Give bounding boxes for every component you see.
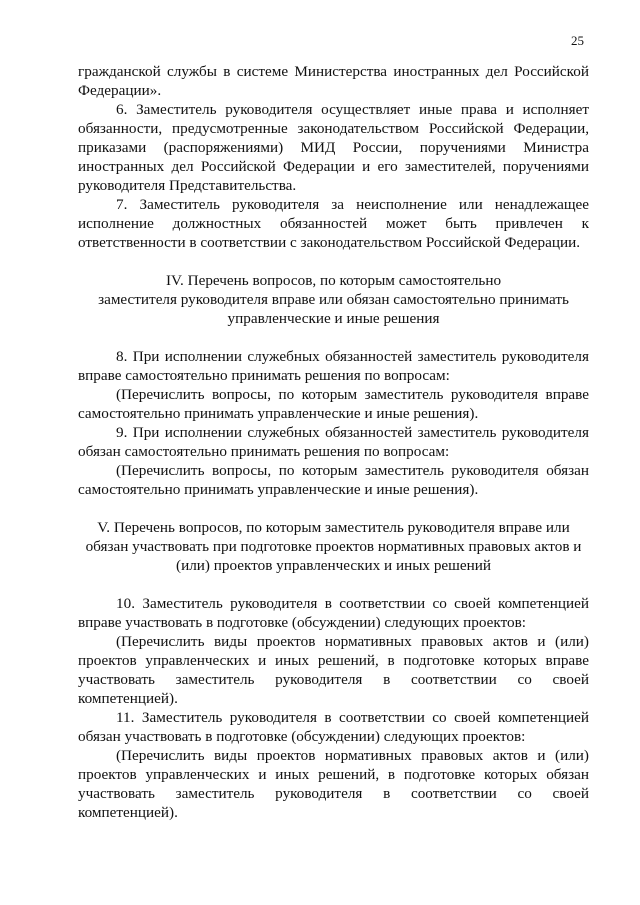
paragraph-8: 8. При исполнении служебных обязанностей заместитель руководителя вправе самостоятельно принимать решения по вопросам:	[78, 348, 589, 384]
paragraph-10: 10. Заместитель руководителя в соответствии со своей компетенцией вправе участвовать в подготовке (обсуждении) следующих проектов:	[78, 595, 589, 631]
section-iv-heading	[78, 271, 589, 328]
paragraph-11-note: (Перечислить виды проектов нормативных правовых актов и (или) проектов управленческих и иных решений, в подготовке которых обязан участвовать заместитель руководителя в соответствии со своей компетенцией).	[78, 747, 589, 821]
paragraph-9: 9. При исполнении служебных обязанностей заместитель руководителя обязан самостоятельно принимать решения по вопросам:	[78, 424, 589, 460]
paragraph-10-note: (Перечислить виды проектов нормативных правовых актов и (или) проектов управленческих и иных решений, в подготовке которых вправе участвовать заместитель руководителя в соответствии со своей компетенцией).	[78, 633, 589, 707]
paragraph-11: 11. Заместитель руководителя в соответствии со своей компетенцией обязан участвовать в подготовке (обсуждении) следующих проектов:	[78, 709, 589, 745]
section-heading-line: V. Перечень вопросов, по которым заместитель руководителя вправе или	[97, 519, 570, 536]
paragraph-6: 6. Заместитель руководителя осуществляет иные права и исполняет обязанности, предусмотренные законодательством Российской Федерации, приказами (распоряжениями) МИД России, поручениями Министра иностранных дел Российской Федерации и его заместителей, поручениями руководителя Представительства.	[78, 101, 589, 194]
section-heading-line: (или) проектов управленческих и иных решений	[176, 557, 491, 574]
section-heading-line: обязан участвовать при подготовке проектов нормативных правовых актов и	[85, 538, 582, 555]
paragraph-8-note: (Перечислить вопросы, по которым заместитель руководителя вправе самостоятельно принимать управленческие и иные решения).	[78, 386, 589, 422]
paragraph-9-note: (Перечислить вопросы, по которым заместитель руководителя обязан самостоятельно принимать управленческие и иные решения).	[78, 462, 589, 498]
section-heading-line: IV. Перечень вопросов, по которым самостоятельно	[165, 272, 502, 289]
page-number: 25	[571, 33, 584, 48]
section-heading-line: управленческие и иные решения	[227, 310, 440, 327]
document-body	[78, 62, 589, 822]
section-heading-line: заместителя руководителя вправе или обязан самостоятельно принимать	[98, 291, 569, 308]
paragraph-continuation: гражданской службы в системе Министерства иностранных дел Российской Федерации».	[78, 63, 589, 99]
paragraph-7: 7. Заместитель руководителя за неисполнение или ненадлежащее исполнение должностных обязанностей может быть привлечен к ответственности в соответствии с законодательством Российской Федерации.	[78, 196, 589, 251]
section-v-heading	[78, 518, 589, 575]
